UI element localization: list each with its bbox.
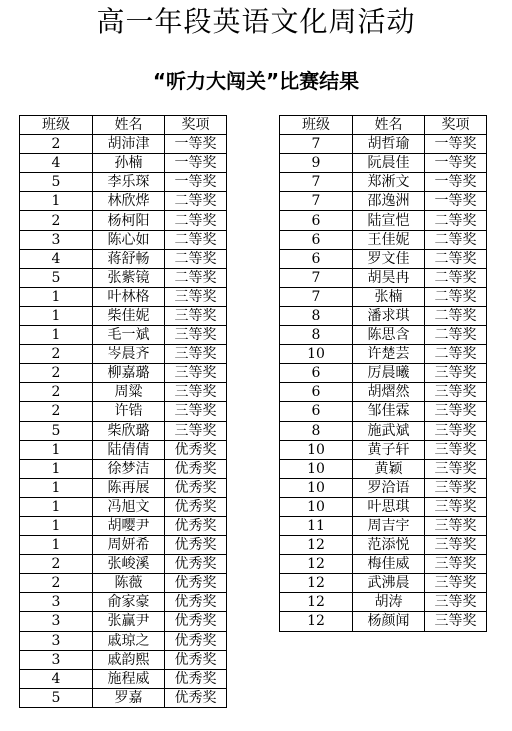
cell-award: 优秀奖 <box>165 440 227 459</box>
cell-award: 二等奖 <box>165 249 227 268</box>
cell-class: 6 <box>280 211 353 230</box>
cell-class: 2 <box>20 383 93 402</box>
cell-name: 潘求琪 <box>353 306 425 325</box>
cell-award: 三等奖 <box>165 345 227 364</box>
cell-name: 周吉宇 <box>353 516 425 535</box>
cell-award: 三等奖 <box>425 421 487 440</box>
cell-class: 3 <box>20 631 93 650</box>
table-row <box>280 135 487 154</box>
table-row <box>20 574 227 593</box>
table-row <box>280 421 487 440</box>
cell-award: 三等奖 <box>165 421 227 440</box>
cell-class: 12 <box>280 612 353 631</box>
cell-name: 叶思琪 <box>353 497 425 516</box>
cell-award: 三等奖 <box>425 383 487 402</box>
cell-award: 一等奖 <box>165 135 227 154</box>
table-row <box>20 173 227 192</box>
cell-class: 12 <box>280 555 353 574</box>
cell-class: 8 <box>280 421 353 440</box>
cell-name: 胡嘤尹 <box>93 516 165 535</box>
cell-award: 三等奖 <box>165 364 227 383</box>
table-row <box>280 574 487 593</box>
cell-class: 10 <box>280 497 353 516</box>
cell-class: 8 <box>280 306 353 325</box>
cell-name: 徐梦洁 <box>93 459 165 478</box>
cell-class: 1 <box>20 326 93 345</box>
table-row <box>20 688 227 707</box>
cell-name: 俞家豪 <box>93 593 165 612</box>
table-row <box>280 306 487 325</box>
cell-name: 毛一斌 <box>93 326 165 345</box>
table-row <box>20 536 227 555</box>
cell-name: 黄颖 <box>353 459 425 478</box>
cell-name: 冯旭文 <box>93 497 165 516</box>
cell-class: 12 <box>280 574 353 593</box>
cell-name: 胡哲瑜 <box>353 135 425 154</box>
table-row <box>20 230 227 249</box>
header-class: 班级 <box>20 116 93 135</box>
table-row <box>280 249 487 268</box>
table-row <box>280 612 487 631</box>
cell-award: 三等奖 <box>425 497 487 516</box>
table-row <box>280 459 487 478</box>
table-row <box>20 555 227 574</box>
cell-award: 优秀奖 <box>165 593 227 612</box>
cell-name: 罗文佳 <box>353 249 425 268</box>
table-row <box>20 211 227 230</box>
cell-award: 三等奖 <box>165 402 227 421</box>
cell-class: 1 <box>20 497 93 516</box>
cell-award: 二等奖 <box>425 230 487 249</box>
cell-award: 优秀奖 <box>165 688 227 707</box>
table-row <box>20 287 227 306</box>
cell-name: 梅佳威 <box>353 555 425 574</box>
header-award: 奖项 <box>425 116 487 135</box>
cell-award: 一等奖 <box>425 173 487 192</box>
table-row <box>20 440 227 459</box>
cell-name: 柴欣璐 <box>93 421 165 440</box>
cell-name: 罗嘉 <box>93 688 165 707</box>
cell-class: 4 <box>20 154 93 173</box>
cell-award: 三等奖 <box>425 440 487 459</box>
cell-name: 岑晨齐 <box>93 345 165 364</box>
cell-name: 张紫镜 <box>93 268 165 287</box>
cell-award: 三等奖 <box>165 383 227 402</box>
cell-class: 1 <box>20 306 93 325</box>
cell-class: 10 <box>280 459 353 478</box>
cell-name: 李乐琛 <box>93 173 165 192</box>
cell-class: 7 <box>280 135 353 154</box>
cell-name: 张赢尹 <box>93 612 165 631</box>
cell-name: 郑淅文 <box>353 173 425 192</box>
cell-name: 陈再展 <box>93 478 165 497</box>
right-results-table <box>279 115 487 632</box>
cell-award: 二等奖 <box>425 345 487 364</box>
page-title: 高一年段英语文化周活动 <box>96 5 416 38</box>
cell-name: 叶林格 <box>93 287 165 306</box>
cell-award: 二等奖 <box>425 287 487 306</box>
cell-name: 林欣烨 <box>93 192 165 211</box>
cell-class: 6 <box>280 230 353 249</box>
cell-name: 陈薇 <box>93 574 165 593</box>
cell-award: 一等奖 <box>425 135 487 154</box>
cell-name: 阮晨佳 <box>353 154 425 173</box>
cell-class: 3 <box>20 230 93 249</box>
cell-name: 胡昊冉 <box>353 268 425 287</box>
cell-class: 2 <box>20 211 93 230</box>
cell-class: 1 <box>20 287 93 306</box>
cell-name: 王佳妮 <box>353 230 425 249</box>
table-row <box>280 326 487 345</box>
cell-award: 优秀奖 <box>165 478 227 497</box>
cell-name: 柳嘉璐 <box>93 364 165 383</box>
cell-name: 陈心如 <box>93 230 165 249</box>
cell-name: 张峻溪 <box>93 555 165 574</box>
table-row <box>20 345 227 364</box>
table-row <box>20 364 227 383</box>
cell-award: 三等奖 <box>165 306 227 325</box>
cell-class: 4 <box>20 249 93 268</box>
table-row <box>20 669 227 688</box>
cell-class: 7 <box>280 287 353 306</box>
cell-class: 2 <box>20 555 93 574</box>
cell-class: 6 <box>280 364 353 383</box>
cell-name: 武沸晨 <box>353 574 425 593</box>
cell-class: 1 <box>20 516 93 535</box>
cell-class: 2 <box>20 345 93 364</box>
cell-name: 胡沛津 <box>93 135 165 154</box>
table-row <box>20 326 227 345</box>
cell-class: 5 <box>20 688 93 707</box>
cell-name: 胡涛 <box>353 593 425 612</box>
table-row <box>280 440 487 459</box>
cell-class: 2 <box>20 402 93 421</box>
table-row <box>20 650 227 669</box>
cell-award: 优秀奖 <box>165 555 227 574</box>
cell-award: 优秀奖 <box>165 516 227 535</box>
cell-name: 黄子轩 <box>353 440 425 459</box>
cell-class: 3 <box>20 650 93 669</box>
cell-award: 三等奖 <box>425 593 487 612</box>
cell-name: 许锆 <box>93 402 165 421</box>
cell-award: 优秀奖 <box>165 612 227 631</box>
cell-class: 7 <box>280 268 353 287</box>
cell-class: 10 <box>280 345 353 364</box>
table-row <box>280 383 487 402</box>
table-row <box>20 497 227 516</box>
cell-name: 陈思含 <box>353 326 425 345</box>
table-row <box>280 154 487 173</box>
cell-class: 2 <box>20 364 93 383</box>
cell-name: 蒋舒畅 <box>93 249 165 268</box>
cell-class: 12 <box>280 536 353 555</box>
table-row <box>20 516 227 535</box>
cell-award: 优秀奖 <box>165 669 227 688</box>
cell-award: 三等奖 <box>165 287 227 306</box>
cell-class: 5 <box>20 173 93 192</box>
table-row <box>280 516 487 535</box>
cell-class: 1 <box>20 192 93 211</box>
table-row <box>20 612 227 631</box>
table-row <box>280 211 487 230</box>
cell-name: 杨柯阳 <box>93 211 165 230</box>
table-row <box>20 459 227 478</box>
cell-class: 2 <box>20 135 93 154</box>
cell-name: 邹佳霖 <box>353 402 425 421</box>
table-row <box>20 402 227 421</box>
cell-award: 二等奖 <box>165 230 227 249</box>
cell-class: 7 <box>280 173 353 192</box>
header-class: 班级 <box>280 116 353 135</box>
table-row <box>280 593 487 612</box>
table-row <box>280 478 487 497</box>
table-row <box>20 249 227 268</box>
cell-award: 二等奖 <box>425 249 487 268</box>
cell-award: 优秀奖 <box>165 497 227 516</box>
cell-name: 施程威 <box>93 669 165 688</box>
header-name: 姓名 <box>353 116 425 135</box>
table-row <box>20 593 227 612</box>
table-row <box>280 230 487 249</box>
header-name: 姓名 <box>93 116 165 135</box>
cell-award: 一等奖 <box>425 192 487 211</box>
cell-class: 9 <box>280 154 353 173</box>
header-award: 奖项 <box>165 116 227 135</box>
cell-name: 戚琼之 <box>93 631 165 650</box>
cell-award: 二等奖 <box>165 211 227 230</box>
cell-class: 2 <box>20 574 93 593</box>
cell-name: 杨颜闻 <box>353 612 425 631</box>
table-row <box>280 555 487 574</box>
cell-award: 二等奖 <box>425 326 487 345</box>
cell-name: 孙楠 <box>93 154 165 173</box>
cell-class: 7 <box>280 192 353 211</box>
table-row <box>20 192 227 211</box>
cell-name: 张楠 <box>353 287 425 306</box>
cell-award: 三等奖 <box>425 574 487 593</box>
table-row <box>280 345 487 364</box>
table-row <box>20 478 227 497</box>
cell-name: 柴佳妮 <box>93 306 165 325</box>
cell-award: 一等奖 <box>165 173 227 192</box>
cell-award: 三等奖 <box>425 612 487 631</box>
cell-name: 周粱 <box>93 383 165 402</box>
table-header-row <box>20 116 227 135</box>
cell-award: 优秀奖 <box>165 536 227 555</box>
cell-class: 6 <box>280 249 353 268</box>
cell-award: 三等奖 <box>425 459 487 478</box>
table-row <box>20 421 227 440</box>
cell-name: 陆倩倩 <box>93 440 165 459</box>
table-row <box>280 402 487 421</box>
cell-class: 5 <box>20 268 93 287</box>
cell-name: 戚韵熙 <box>93 650 165 669</box>
cell-class: 12 <box>280 593 353 612</box>
cell-name: 胡熠然 <box>353 383 425 402</box>
cell-name: 厉晨曦 <box>353 364 425 383</box>
cell-award: 二等奖 <box>165 192 227 211</box>
cell-award: 三等奖 <box>425 516 487 535</box>
cell-award: 二等奖 <box>425 211 487 230</box>
cell-class: 3 <box>20 593 93 612</box>
table-row <box>280 173 487 192</box>
cell-class: 10 <box>280 440 353 459</box>
table-row <box>280 536 487 555</box>
cell-class: 1 <box>20 536 93 555</box>
cell-award: 优秀奖 <box>165 574 227 593</box>
cell-award: 一等奖 <box>425 154 487 173</box>
cell-class: 1 <box>20 459 93 478</box>
table-row <box>20 383 227 402</box>
cell-class: 1 <box>20 478 93 497</box>
cell-name: 施武斌 <box>353 421 425 440</box>
table-header-row <box>280 116 487 135</box>
cell-award: 二等奖 <box>165 268 227 287</box>
cell-class: 11 <box>280 516 353 535</box>
cell-name: 邵逸洲 <box>353 192 425 211</box>
cell-class: 8 <box>280 326 353 345</box>
table-row <box>20 268 227 287</box>
left-results-table <box>19 115 227 708</box>
cell-award: 优秀奖 <box>165 631 227 650</box>
table-row <box>280 268 487 287</box>
cell-name: 陆宣恺 <box>353 211 425 230</box>
cell-award: 三等奖 <box>425 478 487 497</box>
table-row <box>20 306 227 325</box>
cell-class: 1 <box>20 440 93 459</box>
cell-name: 罗洽语 <box>353 478 425 497</box>
cell-name: 许楚芸 <box>353 345 425 364</box>
cell-award: 三等奖 <box>165 326 227 345</box>
cell-name: 范添悦 <box>353 536 425 555</box>
table-row <box>280 192 487 211</box>
cell-class: 6 <box>280 402 353 421</box>
page-subtitle: “听力大闯关”比赛结果 <box>152 69 360 93</box>
cell-class: 6 <box>280 383 353 402</box>
table-row <box>20 631 227 650</box>
cell-name: 周妍希 <box>93 536 165 555</box>
table-row <box>280 497 487 516</box>
cell-award: 二等奖 <box>425 306 487 325</box>
cell-class: 4 <box>20 669 93 688</box>
cell-class: 10 <box>280 478 353 497</box>
table-row <box>280 364 487 383</box>
table-row <box>280 287 487 306</box>
cell-award: 三等奖 <box>425 555 487 574</box>
cell-award: 二等奖 <box>425 268 487 287</box>
cell-class: 3 <box>20 612 93 631</box>
cell-award: 优秀奖 <box>165 650 227 669</box>
table-row <box>20 135 227 154</box>
cell-class: 5 <box>20 421 93 440</box>
cell-award: 三等奖 <box>425 536 487 555</box>
cell-award: 一等奖 <box>165 154 227 173</box>
cell-award: 三等奖 <box>425 402 487 421</box>
table-row <box>20 154 227 173</box>
cell-award: 三等奖 <box>425 364 487 383</box>
cell-award: 优秀奖 <box>165 459 227 478</box>
